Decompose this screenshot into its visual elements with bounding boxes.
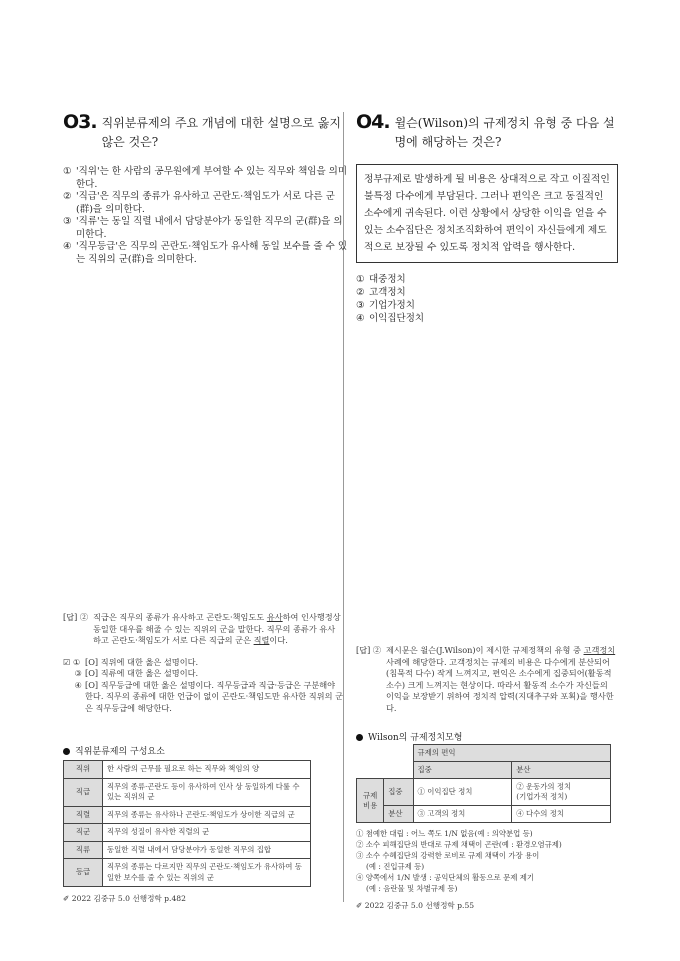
bullet-icon xyxy=(63,748,70,755)
table-row: 직류 동일한 직렬 내에서 담당분야가 동일한 직무의 집합 xyxy=(64,841,311,859)
table-title: Wilson의 규제정치모형 xyxy=(356,730,462,743)
question-number: O4. xyxy=(356,111,390,133)
option-4[interactable]: ④ '직무등급'은 직무의 곤란도·책임도가 유사해 동일 보수를 줄 수 있는 직위의 군(群)을 의미한다. xyxy=(63,241,348,265)
wilson-model-table: 규제의 편익 집중 분산 규제 비용 집중 ① 이익집단 정치 ② 운동가의 정치 (기업가적 정치) 분산 ③ 고객의 정치 ④ 다수의 정치 xyxy=(356,744,611,823)
question-text: 윌슨(Wilson)의 규제정치 유형 중 다음 설명에 해당하는 것은? xyxy=(394,116,615,149)
passage-box: 정부규제로 발생하게 될 비용은 상대적으로 작고 이질적인 불특정 다수에게 부담된다. 그러나 편익은 크고 동질적인 소수에게 귀속된다. 이런 상황에서 상당한 이익을 얻을 수 있는 소수집단은 정치조직화하여 편익이 자신들에게 제도적으로 보장될 수 있도록 정치적 압력을 행사한다. xyxy=(356,164,618,263)
option-2[interactable]: ② '직급'은 직무의 종류가 유사하고 곤란도·책임도가 서로 다른 군(群)을 의미한다. xyxy=(63,191,335,215)
table-row: 직위 한 사람의 근무를 필요로 하는 직무와 책임의 양 xyxy=(64,761,311,779)
table-row: 규제 비용 집중 ① 이익집단 정치 ② 운동가의 정치 (기업가적 정치) xyxy=(357,779,611,806)
table-row: 분산 ③ 고객의 정치 ④ 다수의 정치 xyxy=(357,806,611,823)
table-row: 직급 직무의 종류·곤란도 등이 유사하여 인사 상 동일하게 다룰 수 있는 직위의 군 xyxy=(64,778,311,806)
table-row: 직군 직무의 성질이 유사한 직렬의 군 xyxy=(64,824,311,842)
table-row: 직렬 직무의 종류는 유사하나 곤란도·책임도가 상이한 직급의 군 xyxy=(64,806,311,824)
options xyxy=(63,166,347,266)
bullet-icon xyxy=(356,734,363,741)
model-notes: ① 첨예한 대립 : 어느 쪽도 1/N 없음(예 : 의약분업 등) ② 소수 피해집단의 반대로 규제 채택이 곤란(예 : 환경오염규제) ③ 소수 수혜집단의 강력한 로비로 규제 채택이 가장 용이 (예 : 진입규제 등) ④ 양쪽에서 1/N 발생 : 공익단체의 활동으로 문제 제기 (예 : 음란물 및 차별규제 등) xyxy=(356,829,562,893)
option-2[interactable]: ② 고객정치 xyxy=(356,287,406,298)
option-1[interactable]: ① 대중정치 xyxy=(356,274,406,285)
question-3 xyxy=(63,112,347,266)
classification-table xyxy=(63,760,311,887)
option-4[interactable]: ④ 이익집단정치 xyxy=(356,313,425,324)
option-1[interactable]: ① '직위'는 한 사람의 공무원에게 부여할 수 있는 직무와 책임을 의미한다. xyxy=(63,166,348,190)
answer-explanation-3: [답] ② 직급은 직무의 종류가 유사하고 곤란도·책임도도 유사하여 인사행정상 동일한 대우를 해줄 수 있는 직위의 군을 말한다. 직무의 종류가 유사하고 곤란도·책임도가 서로 다른 직급의 군은 직렬이다. ☑ ① [O] 직위에 대한 옳은 설명이다. ③ [O] 직류에 대한 옳은 설명이다. ④ [O] 직무등급에 대한 옳은 설명이다. 직무등급과 직급·등급은 구분해야 한다. 직무의 종류에 대한 언급이 없이 곤란도·책임도만 유사한 직위의 군은 직무등급에 해당한다. xyxy=(63,612,343,713)
source-citation: ✐ 2022 김중규 5.0 선행정학 p.55 xyxy=(356,901,475,910)
question-4 xyxy=(356,112,618,325)
source-citation: ✐ 2022 김중규 5.0 선행정학 p.482 xyxy=(63,894,186,903)
question-text: 직위분류제의 주요 개념에 대한 설명으로 옳지 않은 것은? xyxy=(101,116,341,149)
option-3[interactable]: ③ '직류'는 동일 직렬 내에서 담당분야가 동일한 직무의 군(群)을 의미한다. xyxy=(63,216,343,240)
check-list: ☑ ① [O] 직위에 대한 옳은 설명이다. ③ [O] 직류에 대한 옳은 설명이다. ④ [O] 직무등급에 대한 옳은 설명이다. 직무등급과 직급·등급은 구분해야 한다. 직무의 종류에 대한 언급이 없이 곤란도·책임도만 유사한 직위의 군은 직무등급에 해당한다. xyxy=(63,656,343,713)
option-3[interactable]: ③ 기업가정치 xyxy=(356,300,415,311)
answer-explanation-4: [답] ② 제시문은 윌슨(J.Wilson)이 제시한 규제정책의 유형 중 고객정치 사례에 해당한다. 고객정치는 규제의 비용은 다수에게 분산되어(침묵적 다수) 작게 느껴지고, 편익은 소수에게 집중되어(활동적 소수) 크게 느껴지는 현상이다. 따라서 활동적 소수가 자신들의 이익을 보장받기 위하여 정치적 압력(지대추구와 포획)을 행사한다. xyxy=(356,645,616,713)
question-number: O3. xyxy=(63,111,97,133)
table-row: 등급 직무의 종류는 다르지만 직무의 곤란도·책임도가 유사하여 동일한 보수를 줄 수 있는 직위의 군 xyxy=(64,859,311,887)
table-title: 직위분류제의 구성요소 xyxy=(63,744,165,757)
options xyxy=(356,273,618,325)
